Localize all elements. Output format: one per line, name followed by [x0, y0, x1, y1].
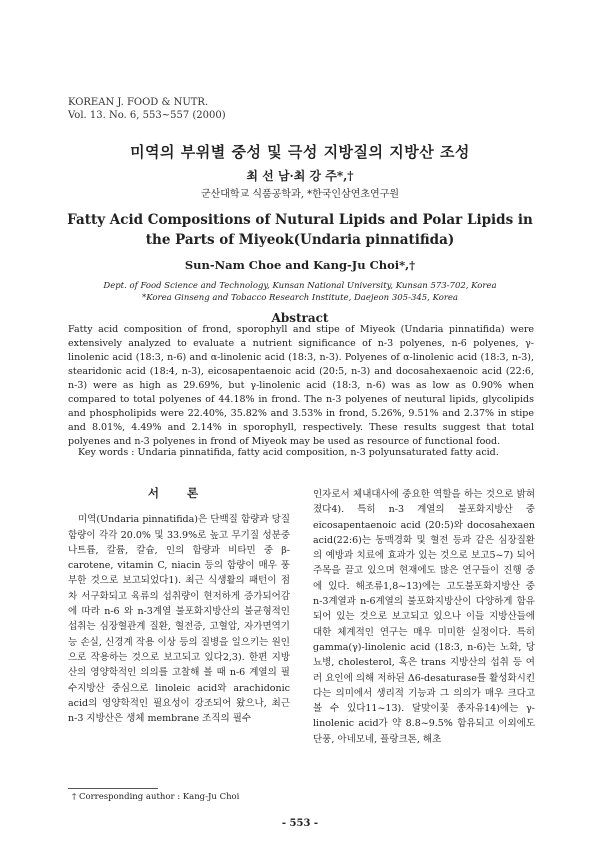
body-column-left [68, 486, 290, 726]
korean-affiliation: 군산대학교 식품공학과, *한국인삼연초연구원 [200, 189, 400, 200]
english-title-line1: Fatty Acid Compositions of Nutural Lipids and Polar Lipids in [67, 212, 533, 228]
affiliation-2: *Korea Ginseng and Tobacco Research Institute, Daejeon 305-345, Korea [142, 293, 458, 303]
english-authors: Sun-Nam Choe and Kang-Ju Choi*,† [184, 258, 416, 272]
introduction-paragraph: 미역(Undaria pinnatifida)은 단백질 함량과 당질 함량이 각각 20.0% 및 33.9%로 높고 무기질 성분중 나트륨, 칼륨, 칼슘, 인의 함량과 비타민 중 β-carotene, vitamin C, niacin 등의 함량이 매우 풍부한 것으로 보고되었다1). 최근 식생활의 패턴이 점차 서구화되고 육류의 섭취량이 현저하게 증가되어감에 따라 n-6 와 n-3계열 불포화지방산의 불균형적인 섭취는 심장혈관계 질환, 혈전증, 고혈압, 자가면역기능 손실, 신경계 작용 이상 등의 질병을 일으키는 원인으로 작용하는 것으로 보고되고 있다2,3). 한편 지방산의 영양학적인 의의를 고찰해 볼 때 n-6 계열의 필수지방산 중심으로 linoleic acid와 arachidonic acid의 영양학적인 필요성이 강조되어 왔으나, 최근 n-3 지방산은 생체 membrane 조직의 필수 [68, 514, 290, 725]
abstract-heading: Abstract [271, 311, 329, 325]
page-number: - 553 - [281, 818, 319, 829]
affiliation-1: Dept. of Food Science and Technology, Kunsan National University, Kunsan 573-702, Korea [103, 281, 497, 291]
journal-name: KOREAN J. FOOD & NUTR. [68, 97, 209, 108]
keywords: Key words : Undaria pinnatifida, fatty acid composition, n-3 polyunsaturated fatty acid. [78, 447, 499, 458]
corresponding-author-footnote: † Corresponding author : Kang-Ju Choi [72, 792, 240, 802]
english-title-line2: the Parts of Miyeok(Undaria pinnatifida) [145, 232, 455, 248]
journal-volume: Vol. 13. No. 6, 553~557 (2000) [68, 110, 226, 121]
body-column-right [313, 487, 535, 747]
korean-title: 미역의 부위별 중성 및 극성 지방질의 지방산 조성 [130, 143, 470, 161]
footnote-divider [68, 788, 158, 789]
english-affiliations [0, 280, 600, 304]
korean-authors: 최 선 남·최 강 주*,† [246, 169, 354, 183]
english-title [0, 210, 600, 250]
abstract-body: Fatty acid composition of frond, sporophyll and stipe of Miyeok (Undaria pinnatifida) were extensively analyzed to evaluate a nutrient significance of n-3 polyenes, n-6 polyenes, γ-linolenic acid (18:3, n-6) and α-linolenic acid (18:3, n-3). Polyenes of α-linolenic acid (18:3, n-3), stearidonic acid (18:4, n-3), eicosapentaenoic acid (20:5, n-3) and docosahexaenoic acid (22:6, n-3) were as high as 29.69%, but γ-linolenic acid (18:3, n-6) was as low as 0.90% when compared to total polyenes of 44.18% in frond. The n-3 polyenes of neutural lipids, glycolipids and phospholipids were 22.40%, 35.82% and 3.53% in frond, 5.26%, 9.51% and 2.37% in stipe and 8.01%, 4.49% and 2.14% in sporophyll, respectively. These results suggest that total polyenes and n-3 polyenes in frond of Miyeok may be used as resource of functional food. [68, 324, 534, 447]
section-heading-introduction: 서 론 [147, 486, 211, 500]
journal-citation [68, 96, 226, 122]
introduction-continued: 인자로서 체내대사에 중요한 역할을 하는 것으로 밝혀졌다4). 특히 n-3 계열의 불포화지방산 중 eicosapentaenoic acid (20:5)와 docosahexaen acid(22:6)는 동맥경화 및 혈전 등과 같은 심장질환의 예방과 치료에 효과가 있는 것으로 보고5~7) 되어 주목을 끌고 있으며 현재에도 많은 연구들이 진행 중에 있다. 해조류1,8~13)에는 고도불포화지방산 중 n-3계열과 n-6계열의 불포화지방산이 다양하게 함유되어 있는 것으로 보고되고 있으나 이들 지방산들에 대한 체계적인 연구는 매우 미미한 실정이다. 특히 gamma(γ)-linolenic acid (18:3, n-6)는 노화, 당뇨병, cholesterol, 혹은 trans 지방산의 섭취 등 여러 요인에 의해 저하된 Δ6-desaturase를 활성화시킨다는 의미에서 생리적 기능과 그 의의가 매우 크다고 볼 수 있다11~13). 달맞이꽃 종자유14)에는 γ-linolenic acid가 약 8.8~9.5% 함유되고 이외에도 단풍, 아네모네, 플랑크톤, 해초 [313, 489, 535, 745]
